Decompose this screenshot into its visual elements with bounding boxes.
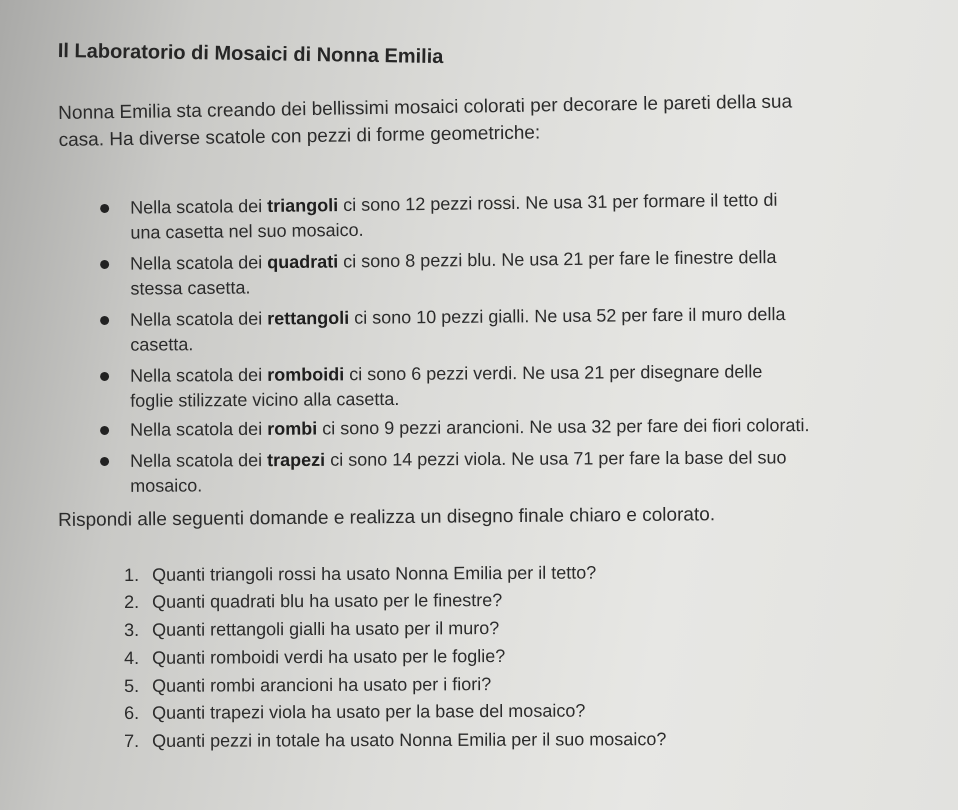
list-item-text: Nella scatola dei trapezi ci sono 14 pezzi viola. Ne usa 71 per fare la base del suo mosaico.	[130, 447, 787, 496]
shape-name: quadrati	[267, 251, 339, 273]
bullet-dot	[100, 260, 109, 269]
shape-name: romboidi	[267, 364, 345, 385]
question-item	[124, 644, 505, 670]
intro-line-1: Nonna Emilia sta creando dei bellissimi mosaici colorati per decorare le pareti della sua	[58, 91, 793, 124]
question-number: 6.	[124, 702, 140, 723]
question-number: 1.	[124, 564, 140, 585]
question-item	[124, 588, 502, 614]
list-item-text: Nella scatola dei rombi ci sono 9 pezzi arancioni. Ne usa 32 per fare dei fiori colorati.	[130, 415, 810, 440]
list-item-text: Nella scatola dei triangoli ci sono 12 pezzi rossi. Ne usa 31 per formare il tetto di una casetta nel suo mosaico.	[130, 189, 778, 243]
list-item-text: Nella scatola dei rettangoli ci sono 10 pezzi gialli. Ne usa 52 per fare il muro della casetta.	[130, 304, 786, 355]
question-number: 2.	[124, 591, 140, 612]
question-number: 4.	[124, 647, 140, 668]
shape-name: rettangoli	[267, 307, 350, 329]
question-number: 5.	[124, 675, 140, 696]
bullet-dot	[100, 372, 109, 381]
bullet-dot	[100, 426, 109, 435]
instruction-text: Rispondi alle seguenti domande e realizza un disegno finale chiaro e colorato.	[58, 504, 716, 531]
question-item	[124, 672, 491, 698]
question-item	[124, 616, 499, 642]
question-number: 7.	[124, 730, 140, 751]
question-text: Quanti romboidi verdi ha usato per le foglie?	[152, 646, 506, 668]
shape-name: rombi	[267, 418, 318, 439]
bullet-dot	[100, 204, 109, 213]
shape-name: triangoli	[267, 195, 339, 216]
list-item-text: Nella scatola dei quadrati ci sono 8 pezzi blu. Ne usa 21 per fare le finestre della stessa casetta.	[130, 246, 777, 299]
bullet-dot	[100, 316, 109, 325]
question-text: Quanti pezzi in totale ha usato Nonna Emilia per il suo mosaico?	[152, 729, 667, 751]
question-text: Quanti rombi arancioni ha usato per i fiori?	[152, 674, 492, 696]
question-text: Quanti triangoli rossi ha usato Nonna Emilia per il tetto?	[152, 562, 597, 585]
question-item	[124, 699, 585, 725]
question-text: Quanti trapezi viola ha usato per la base del mosaico?	[152, 700, 586, 723]
list-item-text: Nella scatola dei romboidi ci sono 6 pezzi verdi. Ne usa 21 per disegnare delle foglie stilizzate vicino alla casetta.	[130, 361, 763, 411]
question-item	[124, 727, 666, 753]
page-title: Il Laboratorio di Mosaici di Nonna Emilia	[57, 40, 444, 69]
question-text: Quanti quadrati blu ha usato per le finestre?	[152, 590, 503, 612]
intro-line-2: casa. Ha diverse scatole con pezzi di forme geometriche:	[58, 122, 541, 151]
question-text: Quanti rettangoli gialli ha usato per il muro?	[152, 618, 500, 640]
question-item	[124, 561, 596, 587]
shape-name: trapezi	[267, 449, 326, 471]
bullet-dot	[100, 457, 109, 466]
question-number: 3.	[124, 619, 140, 640]
